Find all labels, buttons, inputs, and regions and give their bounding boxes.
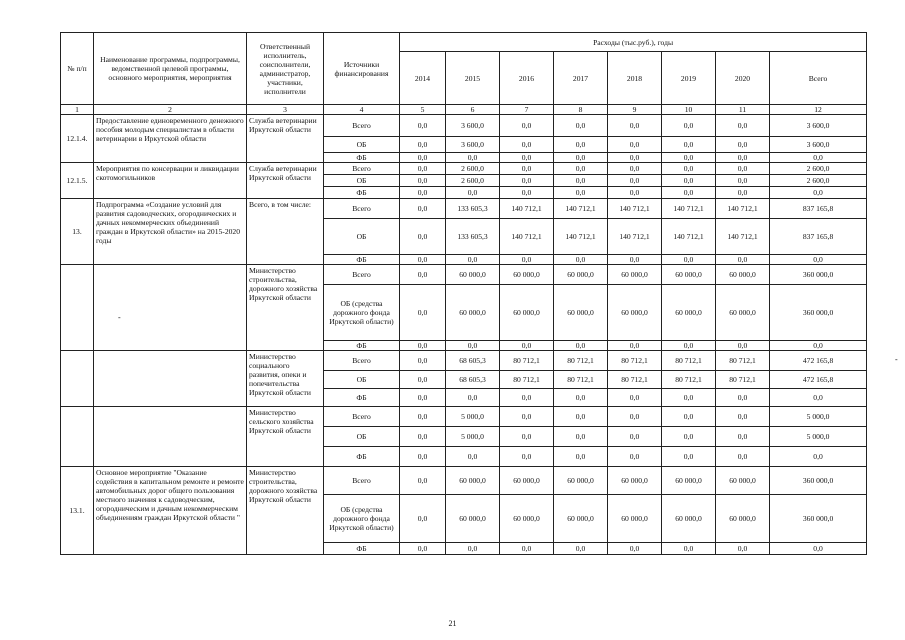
year-value: 0,0 (662, 407, 716, 427)
header-expenses: Расходы (тыс.руб.), годы (400, 33, 867, 52)
total-value: 837 165,8 (770, 219, 867, 255)
funding-source: ОБ (324, 175, 400, 187)
column-number: 8 (554, 105, 608, 115)
year-value: 0,0 (500, 175, 554, 187)
year-value: 0,0 (500, 163, 554, 175)
program-name: Мероприятия по консервации и ликвидации скотомогильников (94, 163, 247, 199)
column-number: 7 (500, 105, 554, 115)
total-value: 2 600,0 (770, 163, 867, 175)
year-value: 0,0 (446, 341, 500, 351)
year-value: 0,0 (400, 153, 446, 163)
funding-source: Всего (324, 199, 400, 219)
year-value: 140 712,1 (662, 199, 716, 219)
funding-source: Всего (324, 115, 400, 137)
year-value: 140 712,1 (554, 219, 608, 255)
responsible-executor: Всего, в том числе: (247, 199, 324, 265)
year-value: 0,0 (662, 255, 716, 265)
year-value: 0,0 (608, 163, 662, 175)
header-year: 2020 (716, 52, 770, 105)
year-value: 60 000,0 (662, 285, 716, 341)
year-value: 0,0 (662, 163, 716, 175)
year-value: 0,0 (554, 389, 608, 407)
year-value: 0,0 (400, 285, 446, 341)
year-value: 0,0 (400, 427, 446, 447)
year-value: 80 712,1 (500, 351, 554, 371)
responsible-executor: Министерство социального развития, опеки и попечительства Иркутской области (247, 351, 324, 407)
year-value: 0,0 (400, 199, 446, 219)
funding-source: ОБ (средства дорожного фонда Иркутской области) (324, 285, 400, 341)
year-value: 60 000,0 (554, 467, 608, 495)
column-number: 10 (662, 105, 716, 115)
year-value: 0,0 (446, 447, 500, 467)
program-name (94, 407, 247, 467)
program-name (94, 351, 247, 407)
year-value: 0,0 (554, 115, 608, 137)
year-value: 0,0 (716, 163, 770, 175)
year-value: 0,0 (716, 427, 770, 447)
total-value: 2 600,0 (770, 175, 867, 187)
program-name: Предоставление единовременного денежного пособия молодым специалистам в области ветеринарии в Иркутской области (94, 115, 247, 163)
year-value: 60 000,0 (446, 265, 500, 285)
year-value: 80 712,1 (716, 371, 770, 389)
funding-source: ОБ (средства дорожного фонда Иркутской области) (324, 495, 400, 543)
year-value: 60 000,0 (716, 495, 770, 543)
total-value: 0,0 (770, 341, 867, 351)
year-value: 0,0 (400, 187, 446, 199)
year-value: 0,0 (400, 407, 446, 427)
row-number (61, 351, 94, 407)
year-value: 60 000,0 (500, 285, 554, 341)
year-value: 0,0 (500, 389, 554, 407)
year-value: 0,0 (554, 341, 608, 351)
year-value: 60 000,0 (554, 495, 608, 543)
year-value: 0,0 (400, 467, 446, 495)
row-number: 13.1. (61, 467, 94, 555)
year-value: 0,0 (716, 115, 770, 137)
total-value: 472 165,8 (770, 351, 867, 371)
year-value: 0,0 (554, 163, 608, 175)
total-value: 0,0 (770, 543, 867, 555)
year-value: 68 605,3 (446, 371, 500, 389)
year-value: 0,0 (500, 187, 554, 199)
column-number: 2 (94, 105, 247, 115)
program-name: Подпрограмма «Создание условий для развития садоводческих, огороднических и дачных некоммерческих объединений граждан в Иркутской области» на 2015-2020 годы (94, 199, 247, 265)
year-value: 140 712,1 (500, 199, 554, 219)
total-value: 472 165,8 (770, 371, 867, 389)
year-value: 0,0 (446, 389, 500, 407)
year-value: 0,0 (662, 543, 716, 555)
year-value: 0,0 (446, 187, 500, 199)
year-value: 0,0 (554, 543, 608, 555)
year-value: 0,0 (554, 153, 608, 163)
year-value: 0,0 (400, 351, 446, 371)
year-value: 0,0 (608, 447, 662, 467)
table-row (61, 115, 867, 137)
total-value: 0,0 (770, 153, 867, 163)
total-value: 3 600,0 (770, 115, 867, 137)
column-number: 5 (400, 105, 446, 115)
total-value: 837 165,8 (770, 199, 867, 219)
year-value: 60 000,0 (662, 467, 716, 495)
year-value: 0,0 (716, 407, 770, 427)
year-value: 133 605,3 (446, 219, 500, 255)
year-value: 0,0 (716, 187, 770, 199)
year-value: 140 712,1 (608, 219, 662, 255)
row-number: 12.1.5. (61, 163, 94, 199)
year-value: 0,0 (500, 115, 554, 137)
year-value: 140 712,1 (716, 199, 770, 219)
funding-source: ФБ (324, 447, 400, 467)
column-number: 4 (324, 105, 400, 115)
table-row (61, 163, 867, 175)
funding-source: Всего (324, 163, 400, 175)
table-row (61, 407, 867, 427)
year-value: 60 000,0 (608, 285, 662, 341)
year-value: 0,0 (500, 407, 554, 427)
funding-source: ФБ (324, 389, 400, 407)
total-value: 5 000,0 (770, 407, 867, 427)
table-row (61, 265, 867, 285)
year-value: 140 712,1 (500, 219, 554, 255)
year-value: 60 000,0 (608, 265, 662, 285)
funding-source: Всего (324, 407, 400, 427)
funding-source: ФБ (324, 543, 400, 555)
year-value: 2 600,0 (446, 175, 500, 187)
year-value: 0,0 (608, 341, 662, 351)
year-value: 0,0 (716, 447, 770, 467)
total-value: 360 000,0 (770, 467, 867, 495)
header-responsible: Ответственный исполнитель, соисполнители, администратор, участники, исполнители (247, 33, 324, 105)
funding-source: ФБ (324, 153, 400, 163)
year-value: 0,0 (662, 389, 716, 407)
header-year: 2016 (500, 52, 554, 105)
funding-source: ОБ (324, 427, 400, 447)
year-value: 80 712,1 (554, 351, 608, 371)
year-value: 60 000,0 (608, 495, 662, 543)
year-value: 80 712,1 (608, 351, 662, 371)
year-value: 0,0 (554, 447, 608, 467)
year-value: 60 000,0 (446, 495, 500, 543)
year-value: 60 000,0 (716, 285, 770, 341)
total-value: 5 000,0 (770, 427, 867, 447)
year-value: 140 712,1 (554, 199, 608, 219)
year-value: 0,0 (662, 115, 716, 137)
year-value: 3 600,0 (446, 137, 500, 153)
year-value: 0,0 (662, 153, 716, 163)
year-value: 140 712,1 (608, 199, 662, 219)
year-value: 80 712,1 (500, 371, 554, 389)
year-value: 60 000,0 (500, 265, 554, 285)
year-value: 60 000,0 (716, 265, 770, 285)
funding-source: Всего (324, 265, 400, 285)
year-value: 0,0 (400, 255, 446, 265)
funding-source: ОБ (324, 137, 400, 153)
year-value: 0,0 (554, 255, 608, 265)
total-value: 360 000,0 (770, 285, 867, 341)
year-value: 0,0 (400, 371, 446, 389)
year-value: 0,0 (716, 543, 770, 555)
total-value: 0,0 (770, 255, 867, 265)
responsible-executor: Министерство сельского хозяйства Иркутской области (247, 407, 324, 467)
year-value: 5 000,0 (446, 407, 500, 427)
header-year: 2019 (662, 52, 716, 105)
year-value: 0,0 (400, 495, 446, 543)
year-value: 80 712,1 (608, 371, 662, 389)
year-value: 60 000,0 (662, 495, 716, 543)
year-value: 0,0 (500, 447, 554, 467)
year-value: 0,0 (446, 543, 500, 555)
column-number: 3 (247, 105, 324, 115)
funding-source: ФБ (324, 187, 400, 199)
document-page: № п/п Наименование программы, подпрограммы, ведомственной целевой программы, основного мероприятия, мероприятия Ответственный исполнитель, соисполнители, администратор, участники, исполнители Источники финансирования Расходы (тыс.руб.), годы 2014 2015 2016 2017 2018 2019 2020 Всего 1 2 3 4 5 6 7 8 9 10 11 12 12.1.4. Предоставление единовременного денежного пособия молодым специалистам в области ветеринарии в Иркутской области Служба ветеринарии Иркутской области Всего 0,0 3 600,0 0,0 0,0 0,0 0,0 0,0 3 600,0 ОБ 0,0 3 600,0 0,0 0,0 0,0 0,0 0,0 3 600,0 ФБ 0,0 0,0 0,0 0,0 0,0 0,0 0,0 0,0 12.1.5. Мероприятия по консервации и ликвидации скотомогильников Служба ветеринарии Иркутской области Всего 0,0 2 600,0 0,0 0,0 0,0 0,0 0,0 2 600,0 ОБ 0,0 2 600,0 0,0 0,0 0,0 0,0 0,0 2 600,0 ФБ 0,0 0,0 0,0 0,0 0,0 0,0 0,0 0,0 13. Подпрограмма «Создание условий для развития садоводческих, огороднических и дачных некоммерческих объединений граждан в Иркутской области» на 2015-2020 годы Всего, в том числе: Всего 0,0 133 605,3 140 712,1 140 712,1 140 712,1 140 712,1 140 712,1 837 165,8 ОБ 0,0 133 605,3 140 712,1 140 712,1 140 712,1 140 712,1 140 712,1 837 165,8 ФБ 0,0 0,0 0,0 0,0 0,0 0,0 0,0 0,0 Министерство строительства, дорожного хозяйства Иркутской области Всего 0,0 60 000,0 60 000,0 60 000,0 60 000,0 60 000,0 60 000,0 360 000,0 ОБ (средства дорожного фонда Иркутской области) 0,0 60 000,0 60 000,0 60 000,0 60 000,0 60 000,0 60 000,0 360 000,0 ФБ 0,0 0,0 0,0 0,0 0,0 0,0 0,0 0,0 Министерство социального развития, опеки и попечительства Иркутской области Всего 0,0 68 605,3 80 712,1 80 712,1 80 712,1 80 712,1 80 712,1 472 165,8 ОБ 0,0 68 605,3 80 712,1 80 712,1 80 712,1 80 712,1 80 712,1 472 165,8 ФБ 0,0 0,0 0,0 0,0 0,0 0,0 0,0 0,0 Министерство сельского хозяйства Иркутской области Всего 0,0 5 000,0 0,0 0,0 0,0 0,0 0,0 5 000,0 ОБ 0,0 5 000,0 0,0 0,0 0,0 0,0 0,0 5 000,0 ФБ 0,0 0,0 0,0 0,0 0,0 0,0 0,0 0,0 13.1. Основное мероприятие "Оказание содействия в капитальном ремонте и ремонте автомобильных дорог общего пользования местного значения к садоводческим, огородническим и дачным некоммерческим объединениям граждан Иркутской области " Министерство строительства, дорожного хозяйства Иркутской области Всего 0,0 60 000,0 60 000,0 60 000,0 60 000,0 60 000,0 60 000,0 360 000,0 ОБ (средства дорожного фонда Иркутской области) 0,0 60 000,0 60 000,0 60 000,0 60 000,0 60 000,0 60 000,0 360 000,0 ФБ 0,0 0,0 0,0 0,0 0,0 0,0 0,0 0,0 - (60, 32, 866, 555)
year-value: 0,0 (500, 153, 554, 163)
total-value: 360 000,0 (770, 495, 867, 543)
year-value: 140 712,1 (662, 219, 716, 255)
year-value: 60 000,0 (446, 285, 500, 341)
responsible-executor: Министерство строительства, дорожного хозяйства Иркутской области (247, 265, 324, 351)
header-year: 2014 (400, 52, 446, 105)
year-value: 80 712,1 (662, 351, 716, 371)
year-value: 0,0 (446, 255, 500, 265)
header-total: Всего (770, 52, 867, 105)
funding-source: Всего (324, 467, 400, 495)
program-name (94, 265, 247, 351)
year-value: 0,0 (608, 407, 662, 427)
year-value: 0,0 (400, 115, 446, 137)
column-number: 6 (446, 105, 500, 115)
year-value: 0,0 (608, 115, 662, 137)
year-value: 0,0 (608, 543, 662, 555)
year-value: 0,0 (400, 543, 446, 555)
year-value: 0,0 (716, 137, 770, 153)
year-value: 0,0 (554, 187, 608, 199)
year-value: 60 000,0 (554, 265, 608, 285)
header-num: № п/п (61, 33, 94, 105)
row-number (61, 265, 94, 351)
year-value: 0,0 (662, 427, 716, 447)
year-value: 0,0 (500, 137, 554, 153)
year-value: 3 600,0 (446, 115, 500, 137)
year-value: 0,0 (662, 447, 716, 467)
year-value: 60 000,0 (662, 265, 716, 285)
row-number: 13. (61, 199, 94, 265)
year-value: 0,0 (662, 175, 716, 187)
year-value: 0,0 (716, 175, 770, 187)
year-value: 0,0 (554, 427, 608, 447)
year-value: 0,0 (500, 543, 554, 555)
responsible-executor: Министерство строительства, дорожного хозяйства Иркутской области (247, 467, 324, 555)
year-value: 0,0 (716, 389, 770, 407)
year-value: 68 605,3 (446, 351, 500, 371)
year-value: 0,0 (446, 153, 500, 163)
year-value: 0,0 (554, 175, 608, 187)
table-body (61, 115, 867, 555)
row-number (61, 407, 94, 467)
year-value: 0,0 (400, 219, 446, 255)
year-value: 60 000,0 (500, 495, 554, 543)
year-value: 0,0 (500, 341, 554, 351)
year-value: 0,0 (554, 137, 608, 153)
year-value: 0,0 (400, 265, 446, 285)
funding-source: Всего (324, 351, 400, 371)
table-row (61, 351, 867, 371)
year-value: 0,0 (608, 137, 662, 153)
year-value: 60 000,0 (608, 467, 662, 495)
total-value: 3 600,0 (770, 137, 867, 153)
year-value: 60 000,0 (500, 467, 554, 495)
funding-source: ФБ (324, 341, 400, 351)
funding-source: ОБ (324, 219, 400, 255)
header-year: 2017 (554, 52, 608, 105)
column-number: 1 (61, 105, 94, 115)
column-number: 12 (770, 105, 867, 115)
year-value: 0,0 (500, 255, 554, 265)
column-number: 9 (608, 105, 662, 115)
year-value: 60 000,0 (446, 467, 500, 495)
table-row (61, 199, 867, 219)
year-value: 60 000,0 (716, 467, 770, 495)
year-value: 0,0 (662, 137, 716, 153)
year-value: 0,0 (554, 407, 608, 427)
budget-table (60, 32, 867, 555)
program-name: Основное мероприятие "Оказание содействия в капитальном ремонте и ремонте автомобильных дорог общего пользования местного значения к садоводческим, огородническим и дачным некоммерческим объединениям граждан Иркутской области " (94, 467, 247, 555)
funding-source: ОБ (324, 371, 400, 389)
year-value: 0,0 (608, 255, 662, 265)
header-sources: Источники финансирования (324, 33, 400, 105)
year-value: 0,0 (400, 175, 446, 187)
page-number: 21 (448, 619, 457, 628)
year-value: 0,0 (662, 341, 716, 351)
table-row (61, 467, 867, 495)
year-value: 80 712,1 (662, 371, 716, 389)
total-value: 0,0 (770, 187, 867, 199)
year-value: 0,0 (608, 153, 662, 163)
funding-source: ФБ (324, 255, 400, 265)
year-value: 0,0 (500, 427, 554, 447)
total-value: 0,0 (770, 389, 867, 407)
year-value: 80 712,1 (716, 351, 770, 371)
year-value: 5 000,0 (446, 427, 500, 447)
year-value: 0,0 (716, 153, 770, 163)
year-value: 0,0 (716, 341, 770, 351)
total-value: 0,0 (770, 447, 867, 467)
header-name: Наименование программы, подпрограммы, ведомственной целевой программы, основного мероприятия, мероприятия (94, 33, 247, 105)
column-number: 11 (716, 105, 770, 115)
year-value: 60 000,0 (554, 285, 608, 341)
year-value: 0,0 (400, 447, 446, 467)
responsible-executor: Служба ветеринарии Иркутской области (247, 163, 324, 199)
header-year: 2018 (608, 52, 662, 105)
year-value: 80 712,1 (554, 371, 608, 389)
year-value: 0,0 (400, 341, 446, 351)
year-value: 0,0 (608, 389, 662, 407)
header-year: 2015 (446, 52, 500, 105)
year-value: 0,0 (400, 163, 446, 175)
row-number: 12.1.4. (61, 115, 94, 163)
year-value: 0,0 (608, 187, 662, 199)
year-value: 133 605,3 (446, 199, 500, 219)
year-value: 0,0 (608, 175, 662, 187)
total-value: 360 000,0 (770, 265, 867, 285)
year-value: 0,0 (662, 187, 716, 199)
year-value: 0,0 (716, 255, 770, 265)
year-value: 0,0 (608, 427, 662, 447)
responsible-executor: Служба ветеринарии Иркутской области (247, 115, 324, 163)
year-value: 140 712,1 (716, 219, 770, 255)
year-value: 2 600,0 (446, 163, 500, 175)
year-value: 0,0 (400, 389, 446, 407)
year-value: 0,0 (400, 137, 446, 153)
